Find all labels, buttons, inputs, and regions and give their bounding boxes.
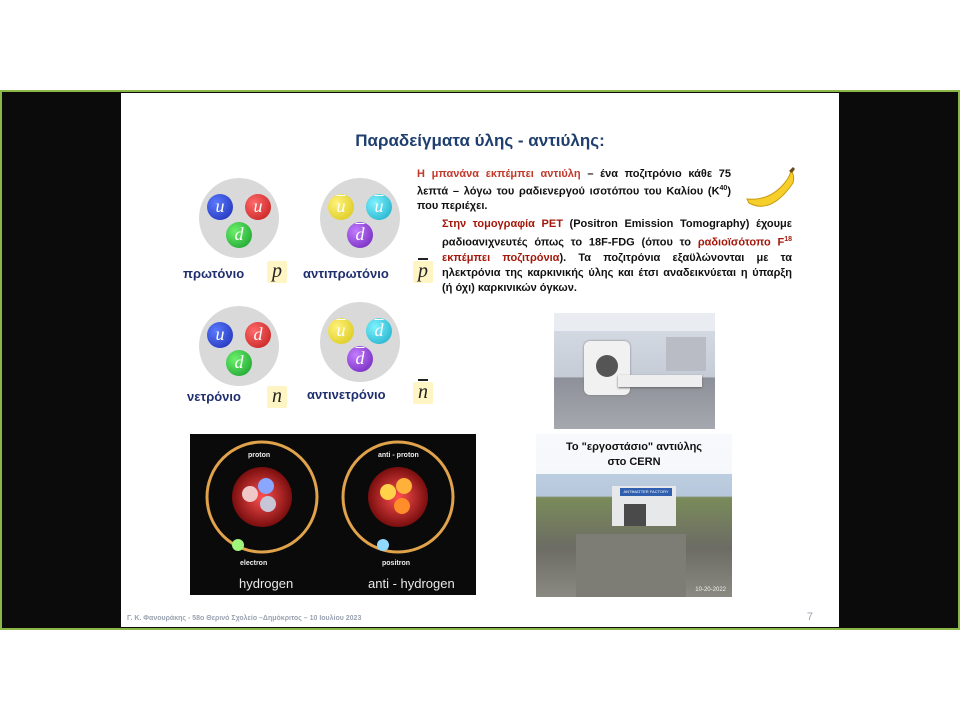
- pet-lead: Στην τομογραφία PET: [442, 218, 563, 230]
- factory-door: [624, 504, 646, 526]
- pet-text-1: (Positron Emission Tomography) έχουμε ραδιοανιχνευτές όπως το 18F-FDG (όπου το: [442, 218, 792, 249]
- antiquark-u: $\overline{u}$: [328, 318, 354, 344]
- antiquark-d: $\overline{d}$: [347, 222, 373, 248]
- antiproton-caption: anti - proton: [378, 452, 419, 459]
- pet-sup: 18: [784, 236, 792, 243]
- scanner-bore: [596, 355, 618, 377]
- pet-paragraph: [442, 217, 792, 296]
- hydrogen-antihydrogen-image: [190, 434, 476, 595]
- pet-scanner-photo: [554, 313, 715, 429]
- antineutron-label: αντινετρόνιο: [307, 387, 386, 402]
- proton-diagram: [199, 178, 279, 258]
- antiproton-diagram: [320, 178, 400, 258]
- scanner-table: [618, 375, 702, 387]
- neutron-diagram: [199, 306, 279, 386]
- banana-paragraph: [417, 167, 731, 213]
- antiquark-d: $\overline{d}$: [347, 346, 373, 372]
- pet-red-2: εκπέμπει ποζιτρόνια: [442, 251, 560, 264]
- slide-footer: Γ. Κ. Φανουράκης - 58ο Θερινό Σχολείο –Δημόκριτος – 10 Ιουλίου 2023: [127, 615, 362, 622]
- antihydrogen-caption: anti - hydrogen: [368, 576, 455, 591]
- proton-symbol: p: [267, 261, 287, 283]
- antiquark-d: $\overline{d}$: [366, 318, 392, 344]
- antiproton-symbol: $\overline{p}$: [413, 261, 433, 283]
- banana-text-2: ) που περιέχει.: [417, 185, 731, 212]
- antiquark-u: $\overline{u}$: [328, 194, 354, 220]
- atoms-illustration: [190, 434, 476, 595]
- cern-caption-2: στο CERN: [607, 456, 661, 468]
- quark-u: u: [207, 322, 233, 348]
- cabinet: [666, 337, 706, 371]
- proton-label: πρωτόνιο: [183, 266, 245, 281]
- quark-u: u: [207, 194, 233, 220]
- antiproton-label: αντιπρωτόνιο: [303, 266, 389, 281]
- caption-box: [536, 434, 732, 474]
- neutron-symbol: n: [267, 386, 287, 408]
- slide: [121, 93, 839, 627]
- cern-antimatter-factory-photo: [536, 434, 732, 597]
- hydrogen-caption: hydrogen: [239, 576, 294, 591]
- photo-date: 10-20-2022: [695, 587, 726, 593]
- proton-caption: proton: [248, 452, 271, 459]
- ceiling: [554, 313, 715, 331]
- quark-d: d: [226, 222, 252, 248]
- page-number: 7: [806, 611, 813, 623]
- positron-caption: positron: [382, 560, 410, 567]
- banana-lead: Η μπανάνα εκπέμπει αντιύλη: [417, 168, 581, 180]
- quark-d: d: [226, 350, 252, 376]
- factory-sign: ANTIMATTER FACTORY: [620, 488, 672, 496]
- antineutron-symbol: $\overline{n}$: [413, 382, 433, 404]
- banana-sup: 40: [719, 184, 728, 192]
- electron-caption: electron: [240, 560, 268, 567]
- antineutron-diagram: [320, 302, 400, 382]
- neutron-label: νετρόνιο: [187, 389, 241, 404]
- banana-image: [741, 165, 801, 215]
- pet-text-2: ). Τα ποζιτρόνια εξαϋλώνονται με τα ηλεκτρόνια της καρκινικής ύλης και έτσι αναδεικνύεται η ύπαρξη (ή όχι) καρκινικών όγκων.: [442, 251, 792, 294]
- slide-title: Παραδείγματα ύλης - αντιύλης:: [355, 131, 605, 150]
- cern-caption-1: Το "εργοστάσιο" αντιύλης: [565, 441, 703, 453]
- quark-d: d: [245, 322, 271, 348]
- quark-u: u: [245, 194, 271, 220]
- pet-red-1: ραδιοϊσότοπο F: [697, 236, 785, 249]
- road: [576, 534, 686, 597]
- banana-text-1: – ένα ποζιτρόνιο κάθε 75 λεπτά – λόγω του ραδιενεργού ισοτόπου του Καλίου (K: [417, 168, 731, 198]
- antiquark-u: $\overline{u}$: [366, 194, 392, 220]
